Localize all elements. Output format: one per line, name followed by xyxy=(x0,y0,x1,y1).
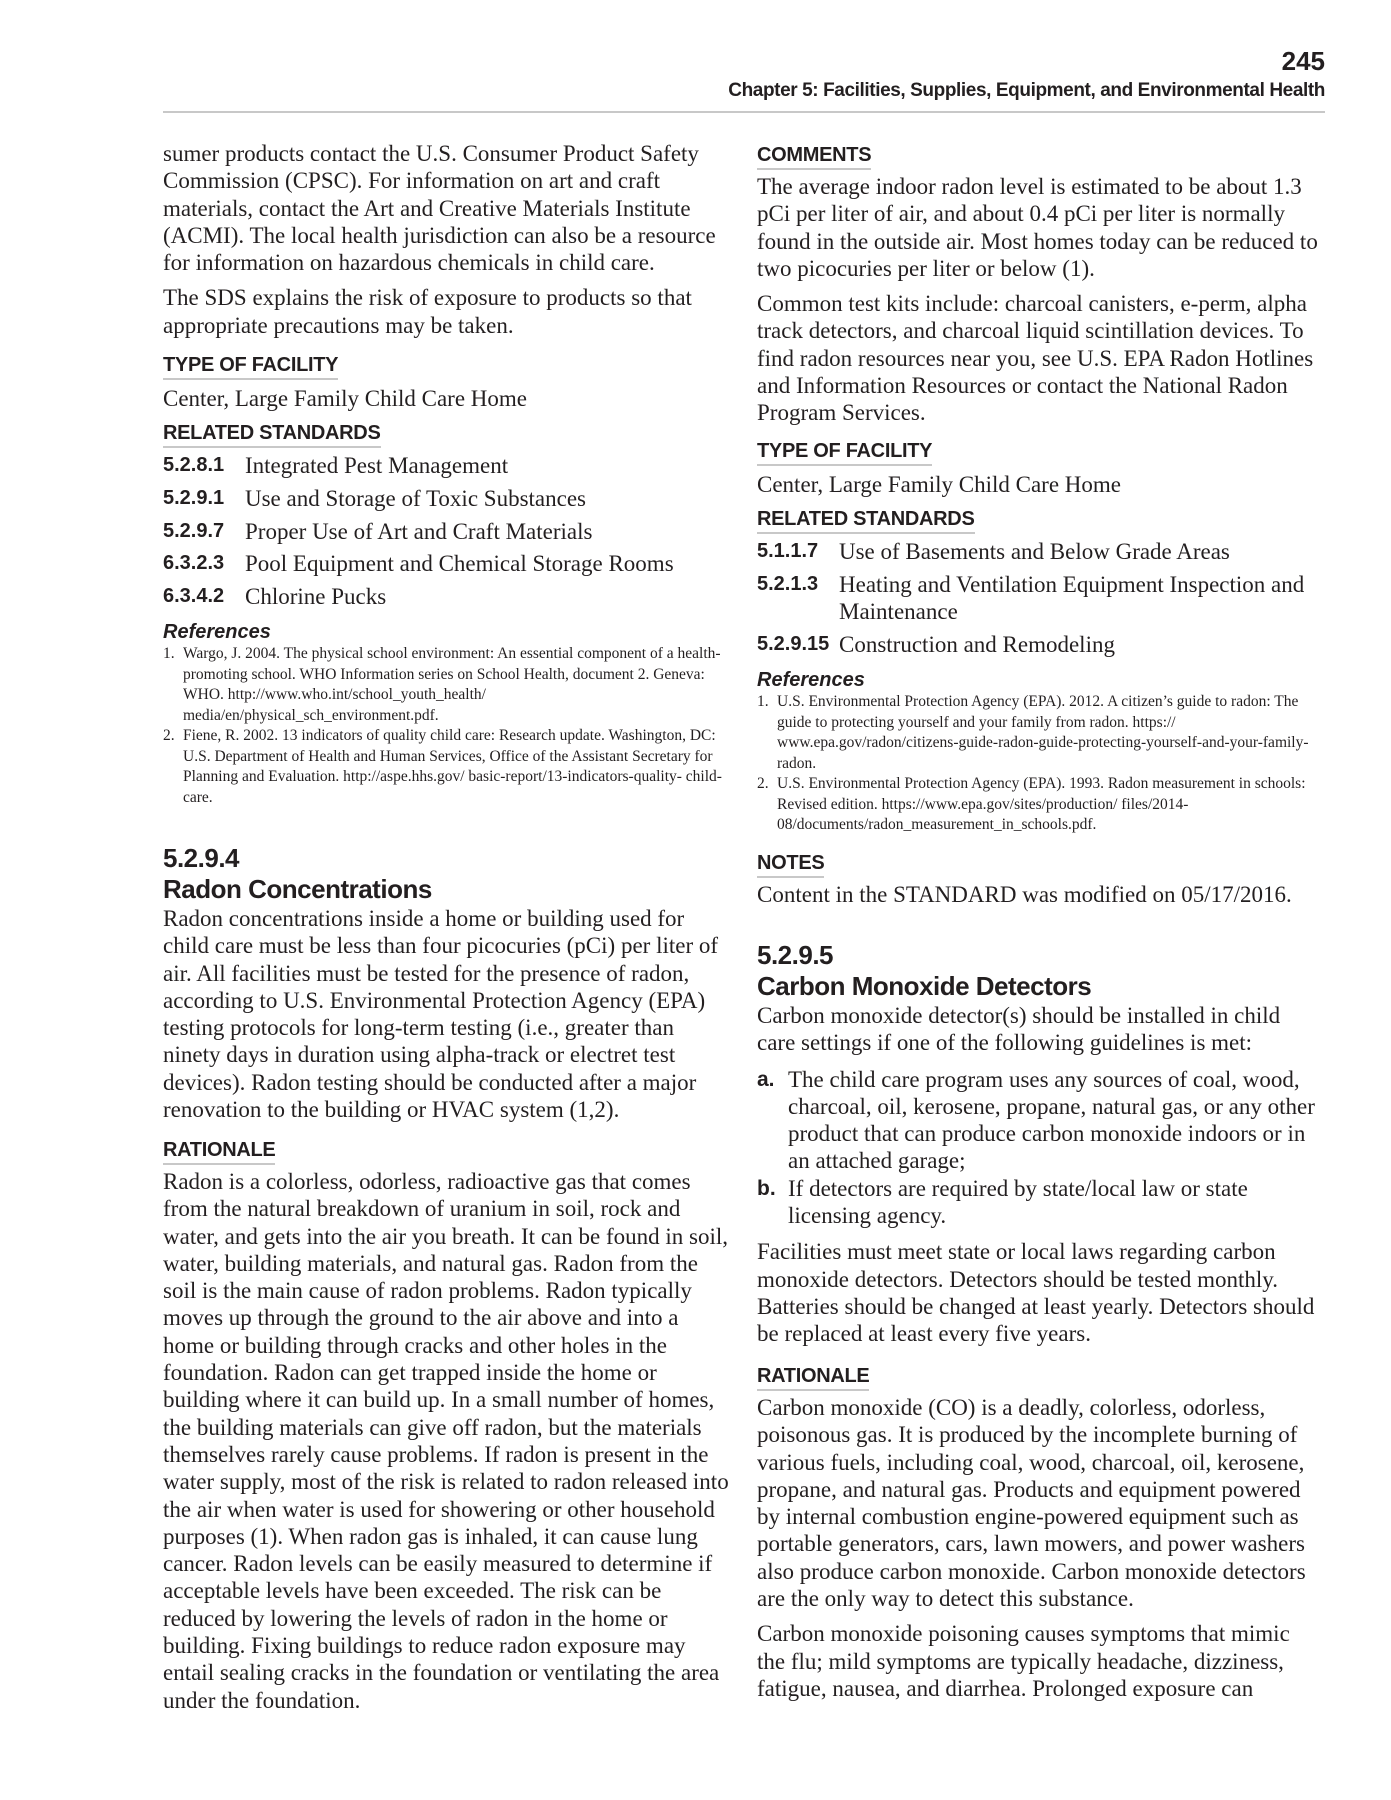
heading: TYPE OF FACILITY xyxy=(757,439,932,466)
related-standard-text: Construction and Remodeling xyxy=(839,631,1115,657)
guideline-item-text: If detectors are required by state/local law or state licensing agency. xyxy=(788,1175,1248,1229)
related-standard xyxy=(163,452,729,479)
rationale-text: Carbon monoxide (CO) is a deadly, colorless, odorless, poisonous gas. It is produced by the incomplete burning of various fuels, including coal, wood, charcoal, oil, kerosene, propane, and natural gas. Products and equipment powered by internal combustion engine-powered equipment such as portable generators, cars, lawn mowers, and power washers also produce carbon monoxide. Carbon monoxide detectors are the only way to detect this substance. xyxy=(757,1395,1306,1612)
left-related-standards xyxy=(163,421,729,616)
section-5-2-9-5 xyxy=(757,940,1323,1348)
related-standard-number: 5.2.9.1 xyxy=(163,486,225,509)
related-standard-number: 6.3.2.3 xyxy=(163,552,225,575)
intro-text: Carbon monoxide detector(s) should be installed in child care settings if one of the following guidelines is met: xyxy=(757,1003,1281,1056)
related-standard-text: Heating and Ventilation Equipment Inspection and Maintenance xyxy=(839,571,1305,625)
related-standard xyxy=(757,571,1323,626)
related-standard-number: 6.3.4.2 xyxy=(163,585,225,608)
related-standard xyxy=(163,518,729,545)
section-number: 5.2.9.4 xyxy=(163,843,240,873)
references-heading: References xyxy=(163,621,271,643)
guideline-item-number: b. xyxy=(757,1176,776,1200)
paragraph: Facilities must meet state or local laws regarding carbon monoxide detectors. Detectors should be tested monthly. Batteries should be changed at least yearly. Detectors should be replaced at least every five years. xyxy=(757,1239,1315,1347)
guideline-item xyxy=(757,1175,1323,1230)
rationale-text: Carbon monoxide poisoning causes symptoms that mimic the flu; mild symptoms are typically headache, dizziness, fatigue, nausea, and diarrhea. Prolonged exposure can xyxy=(757,1621,1290,1701)
related-standard-text: Use and Storage of Toxic Substances xyxy=(245,485,586,511)
right-type-of-facility xyxy=(757,439,1323,498)
comments xyxy=(757,143,1323,427)
reference-text: Wargo, J. 2004. The physical school environment: An essential component of a health-promoting school. WHO Information series on School Health, document 2. Geneva: WHO. http://www.who.int/school_youth_health/ media/en/physical_sch_environment.pdf. xyxy=(183,645,721,724)
reference-text: U.S. Environmental Protection Agency (EPA). 1993. Radon measurement in schools: Revised edition. https://www.epa.gov/sites/production/ files/2014-08/documents/radon_measurement_in_schools.pdf. xyxy=(777,775,1306,833)
right-references xyxy=(757,668,1323,836)
related-standard-text: Chlorine Pucks xyxy=(245,584,387,610)
heading: RATIONALE xyxy=(163,1138,275,1165)
left-type-of-facility xyxy=(163,353,729,412)
paragraph: sumer products contact the U.S. Consumer Product Safety Commission (CPSC). For information on art and craft materials, contact the Art and Creative Materials Institute (ACMI). The local health jurisdiction can also be a resource for information on hazardous chemicals in child care. xyxy=(163,141,716,276)
section-title: Carbon Monoxide Detectors xyxy=(757,971,1092,1001)
related-standard-number: 5.2.9.15 xyxy=(757,632,830,655)
heading: RELATED STANDARDS xyxy=(163,421,381,448)
references-heading: References xyxy=(757,669,865,691)
related-standard-number: 5.1.1.7 xyxy=(757,540,819,562)
paragraph: The SDS explains the risk of exposure to products so that appropriate precautions may be taken. xyxy=(163,285,692,338)
section-title: Radon Concentrations xyxy=(163,874,432,904)
notes xyxy=(757,851,1323,908)
right-rationale xyxy=(757,1364,1323,1702)
type-value: Center, Large Family Child Care Home xyxy=(757,472,1122,497)
type-value: Center, Large Family Child Care Home xyxy=(163,386,528,411)
reference xyxy=(163,644,729,726)
rationale-text: Radon is a colorless, odorless, radioactive gas that comes from the natural breakdown of uranium in soil, rock and water, and gets into the air you breath. It can be found in soil, water, building materials, and natural gas. Radon from the soil is the main cause of radon problems. Radon typically moves up through the ground to the air above and into a home or building through cracks and other holes in the foundation. Radon can get trapped inside the home or building where it can build up. In a small number of homes, the building materials can give off radon, but the materials themselves rarely cause problems. If radon is present in the water supply, most of the risk is related to radon released into the air when water is used for showering or other household purposes (1). When radon gas is inhaled, it can cause lung cancer. Radon levels can be easily measured to determine if acceptable levels have been exceeded. The risk can be reduced by lowering the levels of radon in the home or building. Fixing buildings to reduce radon exposure may entail sealing cracks in the foundation or ventilating the area under the foundation. xyxy=(163,1169,729,1713)
left-intro xyxy=(163,140,729,339)
related-standard-text: Integrated Pest Management xyxy=(245,453,509,478)
related-standard xyxy=(757,631,1323,658)
related-standard xyxy=(163,550,729,577)
standard-text: Radon concentrations inside a home or building used for child care must be less than four picocuries (pCi) per liter of air. All facilities must be tested for the presence of radon, according to U.S. Environmental Protection Agency (EPA) testing protocols for long-term testing (i.e., greater than ninety days in duration using alpha-track or electret test devices). Radon testing should be conducted after a major renovation to the building or HVAC system (1,2). xyxy=(163,906,719,1123)
heading: RATIONALE xyxy=(757,1364,869,1391)
related-standard xyxy=(757,538,1323,565)
related-standard-number: 5.2.1.3 xyxy=(757,572,819,595)
guideline-item-text: The child care program uses any sources of coal, wood, charcoal, oil, kerosene, propane, natural gas, or any other product that can produce carbon monoxide indoors or in an attached garage; xyxy=(788,1066,1315,1174)
paragraph: The average indoor radon level is estimated to be about 1.3 pCi per liter of air, and about 0.4 pCi per liter is normally found in the outside air. Most homes today can be reduced to two picocuries per liter or below (1). xyxy=(757,174,1318,281)
section-5-2-9-4 xyxy=(163,843,729,1123)
paragraph: Common test kits include: charcoal canisters, e-perm, alpha track detectors, and charcoal liquid scintillation devices. To find radon resources near you, see U.S. EPA Radon Hotlines and Information Resources or contact the National Radon Program Services. xyxy=(757,291,1314,426)
related-standard xyxy=(163,485,729,512)
section-number: 5.2.9.5 xyxy=(757,940,834,970)
reference-number: 1. xyxy=(757,693,769,710)
chapter-title: Chapter 5: Facilities, Supplies, Equipment, and Environmental Health xyxy=(728,80,1325,101)
notes-text: Content in the STANDARD was modified on 05/17/2016. xyxy=(757,882,1292,907)
left-rationale xyxy=(163,1138,729,1714)
header-divider xyxy=(163,111,1325,113)
reference-number: 2. xyxy=(163,727,175,744)
guideline-item-number: a. xyxy=(757,1067,775,1091)
related-standard xyxy=(163,583,729,610)
reference-number: 2. xyxy=(757,775,769,792)
heading: COMMENTS xyxy=(757,143,871,170)
related-standard-text: Use of Basements and Below Grade Areas xyxy=(839,539,1230,564)
reference-text: Fiene, R. 2002. 13 indicators of quality child care: Research update. Washington, DC: U.S. Department of Health and Human Services, Office of the Assistant Secretary for Planning and Evaluation. http://aspe.hhs.gov/ basic-report/13-indicators-quality- child-care. xyxy=(183,727,722,806)
heading: RELATED STANDARDS xyxy=(757,507,975,534)
related-standard-number: 5.2.9.7 xyxy=(163,519,225,542)
left-references xyxy=(163,620,729,808)
right-related-standards xyxy=(757,507,1323,664)
reference xyxy=(757,692,1323,774)
related-standard-text: Pool Equipment and Chemical Storage Rooms xyxy=(245,551,674,577)
related-standard-number: 5.2.8.1 xyxy=(163,454,225,476)
heading: NOTES xyxy=(757,851,824,878)
reference xyxy=(163,726,729,808)
related-standard-text: Proper Use of Art and Craft Materials xyxy=(245,518,593,544)
heading: TYPE OF FACILITY xyxy=(163,353,338,380)
guideline-item xyxy=(757,1066,1323,1175)
reference-text: U.S. Environmental Protection Agency (EPA). 2012. A citizen’s guide to radon: The guide to protecting yourself and your family from radon. https:// www.epa.gov/radon/citizens-guide-radon-guide-protecting-yourself-and-your-family-radon. xyxy=(777,693,1309,772)
reference-number: 1. xyxy=(163,645,175,662)
page-number: 245 xyxy=(1281,46,1325,76)
reference xyxy=(757,774,1323,836)
